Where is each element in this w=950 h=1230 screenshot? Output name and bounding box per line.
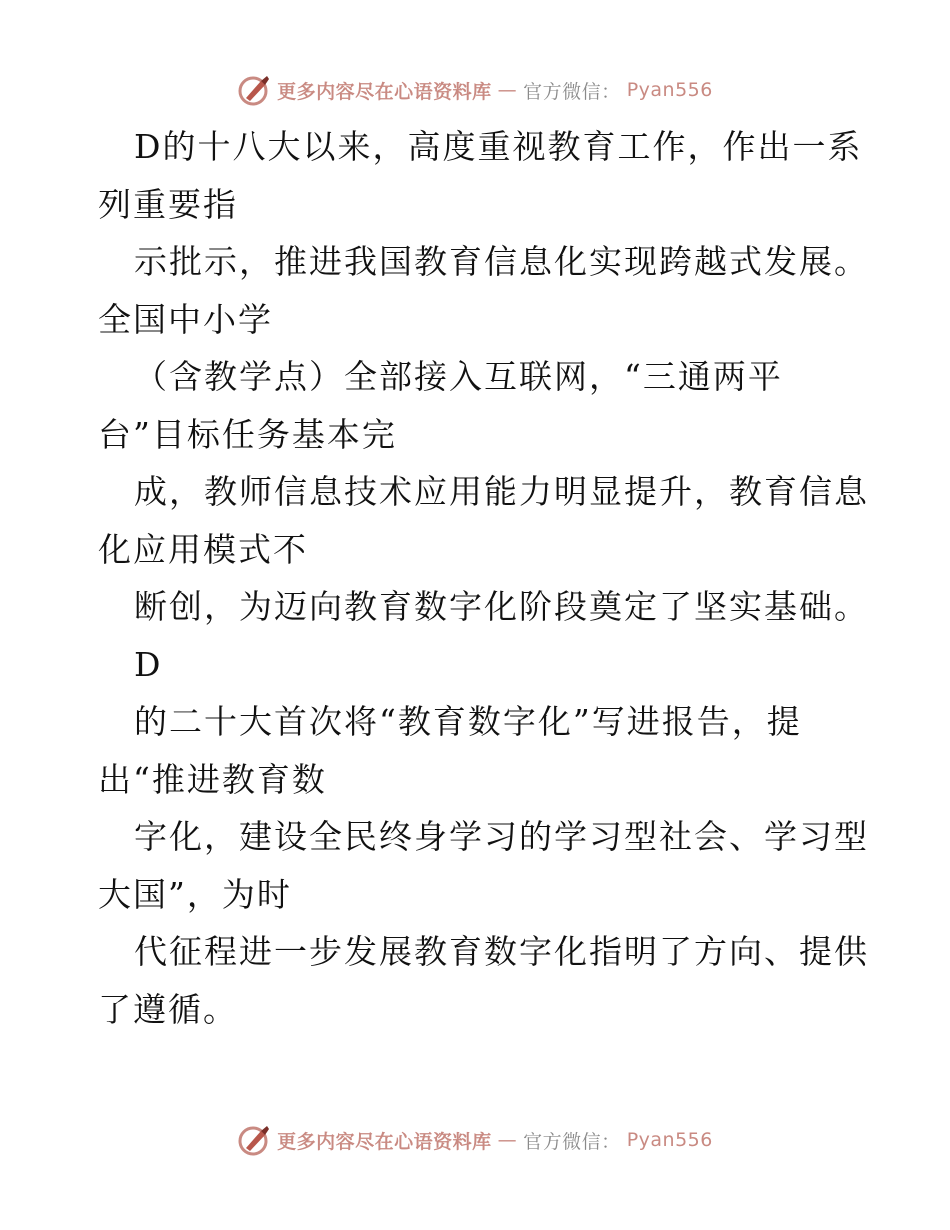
pen-nib-logo-icon — [237, 1123, 271, 1157]
body-line: 台”目标任务基本完 — [98, 414, 397, 454]
body-line: D — [134, 644, 163, 684]
body-line: 大国”，为时 — [98, 874, 292, 914]
watermark-dash: — — [497, 79, 518, 101]
body-line: 代征程进一步发展教育数字化指明了方向、提供 — [134, 932, 869, 971]
footer-watermark — [0, 1120, 950, 1160]
watermark-main-text: 更多内容尽在心语资料库 — [277, 80, 492, 103]
watermark-wechat-id: Pyan556 — [626, 1129, 713, 1151]
header-watermark — [0, 70, 950, 110]
watermark-wechat-id: Pyan556 — [626, 79, 713, 101]
body-line: 成，教师信息技术应用能力明显提升，教育信息 — [134, 472, 869, 511]
document-body — [98, 118, 869, 1038]
body-line: 了遵循。 — [98, 989, 238, 1029]
watermark-wechat-label: 官方微信： — [523, 80, 621, 103]
body-line: 全国中小学 — [98, 299, 273, 339]
body-line: 出“推进教育数 — [98, 759, 327, 799]
body-line: 的二十大首次将“教育数字化”写进报告，提 — [134, 702, 802, 741]
watermark-main-text: 更多内容尽在心语资料库 — [277, 1130, 492, 1153]
body-line: 字化，建设全民终身学习的学习型社会、学习型 — [134, 817, 869, 856]
body-line: 示批示，推进我国教育信息化实现跨越式发展。 — [134, 242, 869, 281]
body-line: 化应用模式不 — [98, 529, 308, 569]
pen-nib-logo-icon — [237, 73, 271, 107]
body-line: （含教学点）全部接入互联网，“三通两平 — [134, 357, 783, 396]
body-line: D的十八大以来，高度重视教育工作，作出一系 — [134, 127, 863, 166]
body-line: 列重要指 — [98, 184, 238, 224]
watermark-dash: — — [497, 1129, 518, 1151]
watermark-wechat-label: 官方微信： — [523, 1130, 621, 1153]
body-line: 断创，为迈向教育数字化阶段奠定了坚实基础。 — [134, 587, 869, 626]
